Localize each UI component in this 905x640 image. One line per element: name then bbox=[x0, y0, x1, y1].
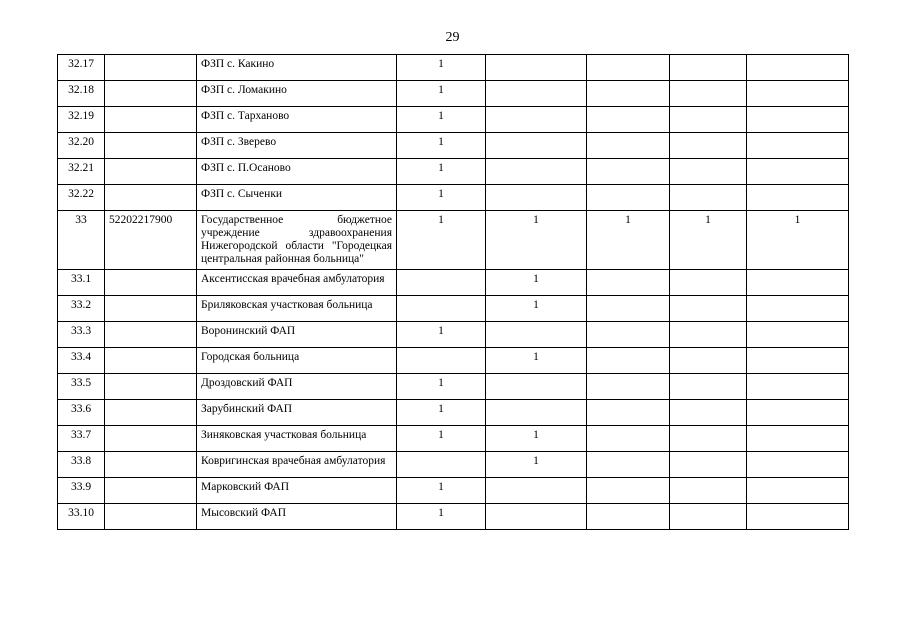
row-code-cell bbox=[105, 296, 197, 322]
row-value-cell bbox=[486, 322, 587, 348]
row-code-cell bbox=[105, 452, 197, 478]
row-number-cell: 32.20 bbox=[58, 133, 105, 159]
row-value-cell bbox=[747, 426, 849, 452]
row-code-cell bbox=[105, 133, 197, 159]
table-row bbox=[58, 211, 849, 270]
row-value-cell bbox=[587, 348, 670, 374]
row-value-cell: 1 bbox=[397, 504, 486, 530]
row-value-cell bbox=[670, 81, 747, 107]
row-value-cell: 1 bbox=[486, 296, 587, 322]
row-value-cell bbox=[670, 374, 747, 400]
row-name-cell: ФЗП с. П.Осаново bbox=[197, 159, 397, 185]
row-number-cell: 32.19 bbox=[58, 107, 105, 133]
row-value-cell bbox=[670, 348, 747, 374]
row-name-cell: ФЗП с. Зверево bbox=[197, 133, 397, 159]
table-row bbox=[58, 452, 849, 478]
row-value-cell: 1 bbox=[747, 211, 849, 270]
row-number-cell: 33.9 bbox=[58, 478, 105, 504]
row-number-cell: 33.8 bbox=[58, 452, 105, 478]
row-code-cell bbox=[105, 81, 197, 107]
row-value-cell bbox=[486, 107, 587, 133]
row-code-cell bbox=[105, 478, 197, 504]
row-code-cell bbox=[105, 348, 197, 374]
page-number: 29 bbox=[445, 30, 460, 45]
row-value-cell bbox=[486, 55, 587, 81]
row-value-cell: 1 bbox=[397, 55, 486, 81]
row-value-cell bbox=[587, 452, 670, 478]
row-value-cell bbox=[486, 133, 587, 159]
row-number-cell: 32.22 bbox=[58, 185, 105, 211]
row-value-cell bbox=[747, 107, 849, 133]
table-row bbox=[58, 270, 849, 296]
row-code-cell bbox=[105, 159, 197, 185]
row-value-cell bbox=[397, 348, 486, 374]
row-value-cell bbox=[486, 81, 587, 107]
row-value-cell: 1 bbox=[486, 348, 587, 374]
row-value-cell bbox=[587, 322, 670, 348]
row-value-cell bbox=[397, 296, 486, 322]
row-value-cell bbox=[587, 133, 670, 159]
row-value-cell bbox=[747, 322, 849, 348]
row-value-cell: 1 bbox=[397, 107, 486, 133]
row-value-cell bbox=[670, 504, 747, 530]
row-code-cell bbox=[105, 426, 197, 452]
row-number-cell: 33.5 bbox=[58, 374, 105, 400]
table-row bbox=[58, 296, 849, 322]
row-value-cell bbox=[587, 55, 670, 81]
row-name-cell: ФЗП с. Сыченки bbox=[197, 185, 397, 211]
row-value-cell: 1 bbox=[397, 426, 486, 452]
row-number-cell: 33.1 bbox=[58, 270, 105, 296]
row-value-cell bbox=[587, 478, 670, 504]
row-value-cell: 1 bbox=[486, 452, 587, 478]
row-value-cell bbox=[747, 348, 849, 374]
row-value-cell bbox=[397, 270, 486, 296]
row-value-cell bbox=[747, 504, 849, 530]
row-value-cell: 1 bbox=[587, 211, 670, 270]
row-code-cell bbox=[105, 185, 197, 211]
row-value-cell bbox=[670, 426, 747, 452]
row-number-cell: 32.17 bbox=[58, 55, 105, 81]
row-value-cell bbox=[587, 400, 670, 426]
table-row bbox=[58, 159, 849, 185]
row-value-cell: 1 bbox=[397, 81, 486, 107]
table-row bbox=[58, 348, 849, 374]
table-row bbox=[58, 478, 849, 504]
table-row bbox=[58, 133, 849, 159]
row-value-cell bbox=[747, 270, 849, 296]
row-value-cell bbox=[587, 296, 670, 322]
row-number-cell: 33.10 bbox=[58, 504, 105, 530]
row-name-cell: Зиняковская участковая больница bbox=[197, 426, 397, 452]
row-number-cell: 33.3 bbox=[58, 322, 105, 348]
row-value-cell bbox=[747, 374, 849, 400]
row-value-cell bbox=[670, 296, 747, 322]
row-value-cell bbox=[587, 374, 670, 400]
row-value-cell bbox=[587, 426, 670, 452]
table-row bbox=[58, 374, 849, 400]
row-value-cell: 1 bbox=[397, 400, 486, 426]
row-value-cell bbox=[486, 185, 587, 211]
row-name-cell: Аксентисская врачебная амбулатория bbox=[197, 270, 397, 296]
row-number-cell: 32.18 bbox=[58, 81, 105, 107]
row-name-cell: ФЗП с. Какино bbox=[197, 55, 397, 81]
row-name-cell: ФЗП с. Тарханово bbox=[197, 107, 397, 133]
row-value-cell bbox=[747, 81, 849, 107]
row-name-cell: Городская больница bbox=[197, 348, 397, 374]
table-row bbox=[58, 504, 849, 530]
row-value-cell bbox=[587, 270, 670, 296]
row-value-cell: 1 bbox=[397, 133, 486, 159]
row-value-cell bbox=[587, 107, 670, 133]
table-row bbox=[58, 107, 849, 133]
row-value-cell: 1 bbox=[397, 185, 486, 211]
row-value-cell bbox=[670, 478, 747, 504]
row-code-cell bbox=[105, 107, 197, 133]
row-value-cell bbox=[587, 81, 670, 107]
row-value-cell bbox=[587, 185, 670, 211]
row-code-cell bbox=[105, 374, 197, 400]
row-value-cell: 1 bbox=[397, 211, 486, 270]
row-code-cell bbox=[105, 504, 197, 530]
row-number-cell: 33.2 bbox=[58, 296, 105, 322]
row-code-cell bbox=[105, 270, 197, 296]
row-value-cell: 1 bbox=[397, 374, 486, 400]
row-value-cell bbox=[670, 107, 747, 133]
row-value-cell bbox=[747, 400, 849, 426]
row-value-cell bbox=[587, 159, 670, 185]
table-row bbox=[58, 426, 849, 452]
row-code-cell bbox=[105, 400, 197, 426]
row-value-cell bbox=[747, 185, 849, 211]
row-value-cell bbox=[747, 159, 849, 185]
row-value-cell bbox=[587, 504, 670, 530]
row-value-cell bbox=[670, 133, 747, 159]
table-body bbox=[58, 55, 849, 530]
row-value-cell bbox=[486, 400, 587, 426]
row-value-cell bbox=[670, 270, 747, 296]
row-value-cell: 1 bbox=[486, 211, 587, 270]
row-value-cell bbox=[670, 322, 747, 348]
row-value-cell bbox=[486, 374, 587, 400]
row-number-cell: 33.6 bbox=[58, 400, 105, 426]
row-value-cell bbox=[670, 400, 747, 426]
row-name-cell: ФЗП с. Ломакино bbox=[197, 81, 397, 107]
table-row bbox=[58, 400, 849, 426]
row-value-cell bbox=[397, 452, 486, 478]
row-name-cell: Зарубинский ФАП bbox=[197, 400, 397, 426]
row-name-cell: Дроздовский ФАП bbox=[197, 374, 397, 400]
row-name-cell: Ковригинская врачебная амбулатория bbox=[197, 452, 397, 478]
row-code-cell bbox=[105, 322, 197, 348]
row-value-cell bbox=[747, 478, 849, 504]
row-number-cell: 33 bbox=[58, 211, 105, 270]
row-code-cell: 52202217900 bbox=[105, 211, 197, 270]
row-value-cell: 1 bbox=[486, 426, 587, 452]
row-value-cell bbox=[670, 55, 747, 81]
row-value-cell: 1 bbox=[397, 159, 486, 185]
row-number-cell: 33.7 bbox=[58, 426, 105, 452]
row-value-cell bbox=[486, 159, 587, 185]
row-value-cell bbox=[747, 55, 849, 81]
row-number-cell: 32.21 bbox=[58, 159, 105, 185]
row-value-cell bbox=[486, 478, 587, 504]
row-value-cell bbox=[670, 159, 747, 185]
row-name-cell: Марковский ФАП bbox=[197, 478, 397, 504]
row-name-cell: Бриляковская участковая больница bbox=[197, 296, 397, 322]
facilities-table bbox=[57, 54, 849, 530]
row-value-cell: 1 bbox=[397, 322, 486, 348]
row-number-cell: 33.4 bbox=[58, 348, 105, 374]
row-value-cell bbox=[486, 504, 587, 530]
row-value-cell: 1 bbox=[397, 478, 486, 504]
row-name-cell: Воронинский ФАП bbox=[197, 322, 397, 348]
row-code-cell bbox=[105, 55, 197, 81]
row-name-cell: Мысовский ФАП bbox=[197, 504, 397, 530]
row-value-cell bbox=[670, 452, 747, 478]
row-name-cell: Государственное бюджетное учреждение здравоохранения Нижегородской области "Городецкая центральная районная больница" bbox=[197, 211, 397, 270]
row-value-cell bbox=[747, 133, 849, 159]
row-value-cell bbox=[747, 452, 849, 478]
row-value-cell bbox=[670, 185, 747, 211]
table-row bbox=[58, 185, 849, 211]
row-value-cell: 1 bbox=[486, 270, 587, 296]
row-value-cell bbox=[747, 296, 849, 322]
row-value-cell: 1 bbox=[670, 211, 747, 270]
table-row bbox=[58, 55, 849, 81]
table-row bbox=[58, 322, 849, 348]
table-row bbox=[58, 81, 849, 107]
